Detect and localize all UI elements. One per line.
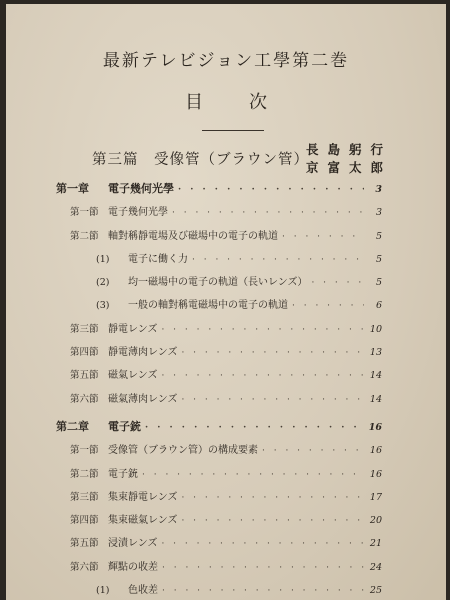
toc-section-row: [56, 465, 382, 488]
toc-chapter-row: [56, 418, 382, 441]
toc-entry-page: 16: [368, 421, 382, 433]
toc-entry-number: 第五節: [70, 538, 99, 550]
part-title: 第三篇 受像管（ブラウン管）: [92, 152, 309, 168]
toc-entry-title: 磁氣レンズ: [108, 370, 158, 382]
table-of-contents: [56, 180, 382, 600]
toc-entry-page: 20: [369, 515, 382, 527]
toc-entry-title: 電子幾何光學: [108, 182, 174, 195]
toc-section-row: [56, 227, 382, 250]
toc-entry-number: (3): [96, 300, 110, 312]
leader-dots: [262, 446, 364, 456]
author-name: 京富太郎: [306, 160, 393, 175]
leader-dots: [172, 208, 364, 218]
toc-section-row: [56, 320, 382, 343]
toc-entry-title: 電子に働く力: [128, 253, 188, 265]
divider-rule: [202, 130, 264, 131]
toc-entry-title: 電子幾何光學: [108, 207, 168, 219]
leader-dots: [162, 563, 364, 573]
toc-entry-number: 第二節: [70, 230, 99, 242]
authors: [306, 141, 392, 177]
toc-entry-number: (1): [96, 253, 110, 265]
toc-section-row: [56, 441, 382, 464]
toc-entry-title: 電子銃: [108, 419, 141, 433]
toc-entry-title: 電子銃: [108, 468, 138, 480]
toc-entry-page: 14: [369, 370, 382, 382]
toc-entry-page: 14: [369, 393, 382, 405]
toc-sub-row: [56, 296, 382, 319]
leader-dots: [142, 470, 364, 480]
toc-entry-page: 5: [375, 253, 382, 265]
toc-heading: 目次: [185, 92, 313, 113]
toc-entry-number: (1): [96, 585, 110, 597]
toc-sub-row: [56, 581, 382, 600]
toc-section-row: [56, 534, 382, 557]
toc-entry-page: 3: [375, 184, 382, 195]
toc-entry-title: 集束磁氣レンズ: [108, 515, 178, 527]
toc-section-row: [56, 511, 382, 534]
leader-dots: [161, 371, 364, 381]
toc-entry-number: 第一節: [70, 207, 99, 219]
leader-dots: [161, 539, 364, 549]
toc-entry-number: 第一節: [70, 445, 99, 457]
toc-entry-page: 25: [369, 585, 382, 597]
toc-entry-number: 第三節: [70, 491, 99, 503]
toc-entry-page: 24: [369, 561, 382, 573]
leader-dots: [178, 185, 364, 195]
leader-dots: [181, 395, 364, 405]
toc-section-row: [56, 343, 382, 366]
leader-dots: [145, 423, 364, 433]
toc-entry-page: 6: [375, 300, 382, 312]
toc-section-row: [56, 203, 382, 226]
toc-section-row: [56, 390, 382, 413]
toc-entry-title: 磁氣薄肉レンズ: [108, 393, 178, 405]
toc-entry-number: 第四節: [70, 347, 99, 359]
toc-entry-title: 浸漬レンズ: [108, 538, 158, 550]
toc-section-row: [56, 558, 382, 581]
leader-dots: [311, 278, 364, 288]
toc-entry-title: 一般の軸對稱電磁場中の電子の軌道: [128, 300, 288, 312]
leader-dots: [162, 586, 364, 596]
toc-entry-title: 受像管（ブラウン管）の構成要素: [108, 445, 258, 457]
toc-sub-row: [56, 250, 382, 273]
toc-section-row: [56, 488, 382, 511]
leader-dots: [181, 516, 364, 526]
toc-entry-title: 均一磁場中の電子の軌道（長いレンズ）: [128, 277, 308, 289]
toc-entry-page: 3: [375, 207, 382, 219]
toc-entry-page: 5: [375, 277, 382, 289]
author-name: 長島躬行: [306, 142, 393, 157]
book-page: [6, 4, 446, 600]
toc-entry-number: 第六節: [70, 561, 99, 573]
toc-entry-page: 21: [369, 538, 382, 550]
toc-entry-page: 5: [375, 230, 382, 242]
leader-dots: [292, 301, 364, 311]
leader-dots: [192, 255, 364, 265]
toc-entry-page: 10: [369, 323, 382, 335]
toc-entry-number: 第四節: [70, 515, 99, 527]
toc-entry-number: 第二章: [56, 419, 89, 433]
toc-entry-title: 靜電薄肉レンズ: [108, 347, 178, 359]
toc-entry-number: 第三節: [70, 323, 99, 335]
toc-entry-title: 集束靜電レンズ: [108, 491, 178, 503]
toc-entry-page: 16: [369, 445, 382, 457]
toc-entry-title: 輝點の收差: [108, 561, 158, 573]
toc-entry-number: 第五節: [70, 370, 99, 382]
leader-dots: [181, 493, 364, 503]
leader-dots: [181, 348, 364, 358]
toc-entry-number: 第二節: [70, 468, 99, 480]
leader-dots: [161, 325, 364, 335]
leader-dots: [282, 232, 364, 242]
toc-entry-number: 第一章: [56, 182, 89, 195]
toc-entry-number: 第六節: [70, 393, 99, 405]
toc-entry-title: 靜電レンズ: [108, 323, 158, 335]
toc-entry-title: 色收差: [128, 585, 158, 597]
book-title: 最新テレビジョン工學第二巻: [102, 51, 350, 71]
toc-entry-page: 16: [369, 468, 382, 480]
toc-entry-page: 17: [369, 491, 382, 503]
toc-sub-row: [56, 273, 382, 296]
toc-entry-number: (2): [96, 277, 110, 289]
toc-chapter-row: [56, 180, 382, 203]
toc-entry-title: 軸對稱靜電場及び磁場中の電子の軌道: [108, 230, 278, 242]
toc-section-row: [56, 366, 382, 389]
toc-entry-page: 13: [369, 347, 382, 359]
